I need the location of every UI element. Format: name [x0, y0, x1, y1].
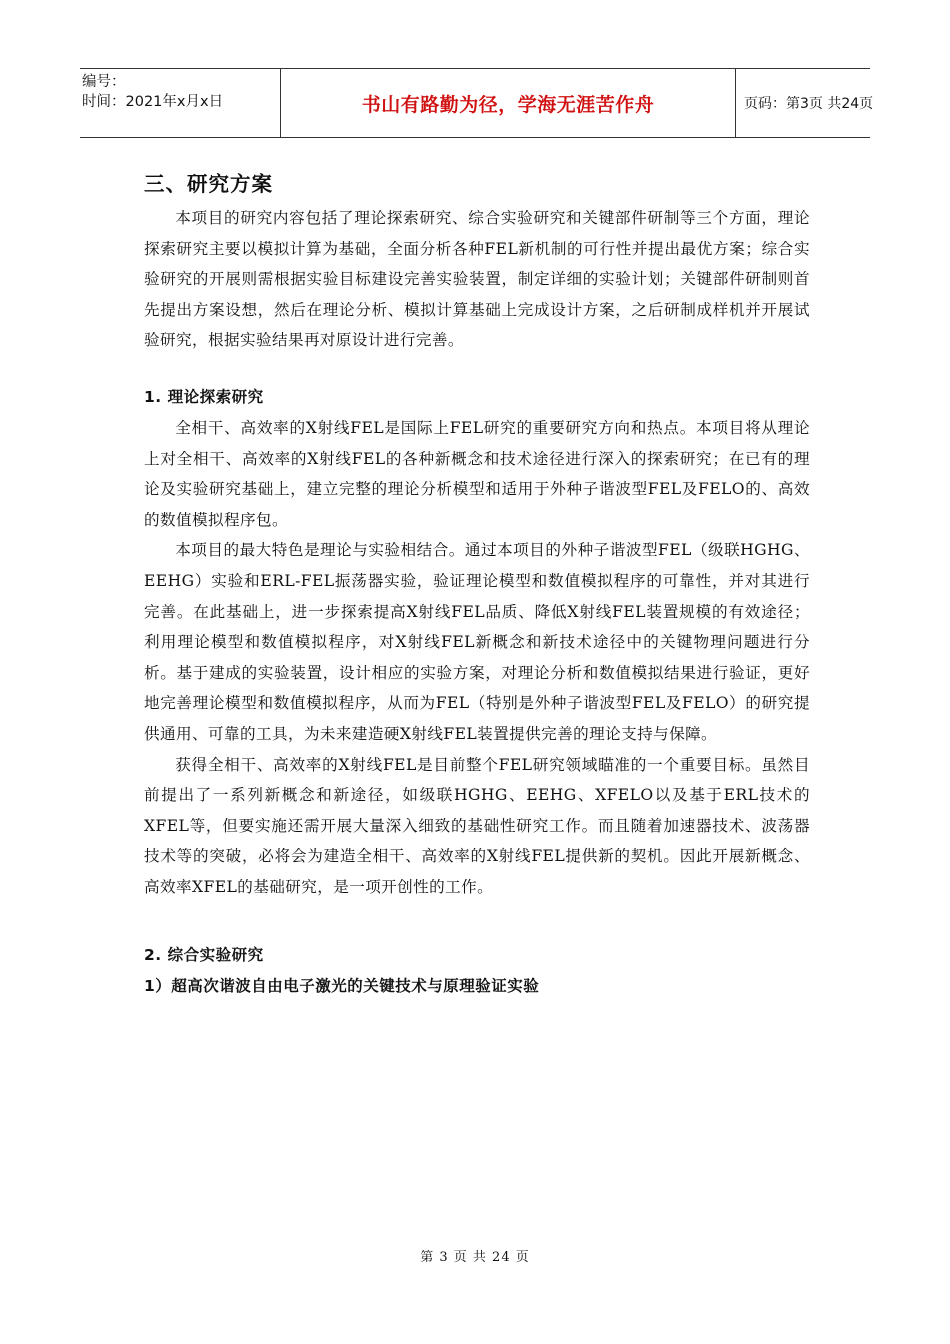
page-header [80, 68, 874, 138]
header-number-label: 编号： [82, 74, 126, 90]
theory-paragraph-3: 获得全相干、高效率的X射线FEL是目前整个FEL研究领域瞄准的一个重要目标。虽然目前提出了一系列新概念和新途径，如级联HGHG、EEHG、XFELO以及基于ERL技术的XFEL等，但要实施还需开展大量深入细致的基础性研究工作。而且随着加速器技术、波荡器技术等的突破，必将会为建造全相干、高效率的X射线FEL提供新的契机。因此开展新概念、高效率XFEL的基础研究，是一项开创性的工作。 [144, 755, 810, 896]
experiment-item-heading: 1）超高次谐波自由电子激光的关键技术与原理验证实验 [144, 977, 540, 996]
spacer [144, 902, 810, 940]
header-meta [80, 69, 280, 137]
document-body [144, 165, 810, 1002]
header-motto: 书山有路勤为径，学海无涯苦作舟 [280, 69, 736, 137]
header-date-label: 时间：2021年x月x日 [82, 94, 224, 110]
theory-paragraph-1: 全相干、高效率的X射线FEL是国际上FEL研究的重要研究方向和热点。本项目将从理论上对全相干、高效率的X射线FEL的各种新概念和技术途径进行深入的探索研究；在已有的理论及实验研究基础上，建立完整的理论分析模型和适用于外种子谐波型FEL及FELO的、高效的数值模拟程序包。 [144, 418, 810, 529]
section-intro-paragraph: 本项目的研究内容包括了理论探索研究、综合实验研究和关键部件研制等三个方面，理论探索研究主要以模拟计算为基础，全面分析各种FEL新机制的可行性并提出最优方案；综合实验研究的开展则需根据实验目标建设完善实验装置，制定详细的实验计划；关键部件研制则首先提出方案设想，然后在理论分析、模拟计算基础上完成设计方案，之后研制成样机并开展试验研究，根据实验结果再对原设计进行完善。 [144, 209, 810, 350]
section-title: 三、研究方案 [144, 172, 273, 196]
header-page-info: 页码：第3页 共24页 [744, 96, 874, 112]
page-footer: 第 3 页 共 24 页 [420, 1250, 530, 1265]
theory-paragraph-2: 本项目的最大特色是理论与实验相结合。通过本项目的外种子谐波型FEL（级联HGHG、EEHG）实验和ERL-FEL振荡器实验，验证理论模型和数值模拟程序的可靠性，并对其进行完善。在此基础上，进一步探索提高X射线FEL品质、降低X射线FEL装置规模的有效途径；利用理论模型和数值模拟程序，对X射线FEL新概念和新技术途径中的关键物理问题进行分析。基于建成的实验装置，设计相应的实验方案，对理论分析和数值模拟结果进行验证，更好地完善理论模型和数值模拟程序，从而为FEL（特别是外种子谐波型FEL及FELO）的研究提供通用、可靠的工具，为未来建造硬X射线FEL装置提供完善的理论支持与保障。 [144, 541, 810, 743]
subsection-heading-theory: 1. 理论探索研究 [144, 387, 264, 406]
subsection-heading-experiment: 2. 综合实验研究 [144, 946, 264, 965]
spacer [144, 356, 810, 382]
